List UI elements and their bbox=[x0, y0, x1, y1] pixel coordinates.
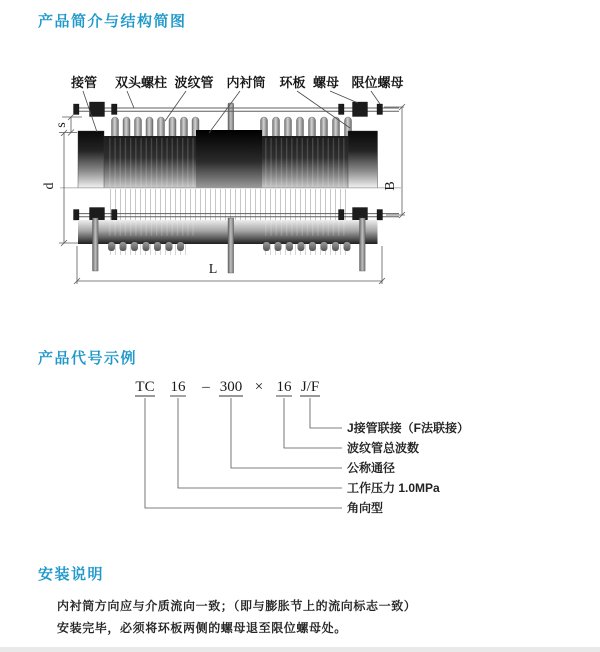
hanging-stud-center bbox=[228, 218, 234, 273]
page-edge-shadow bbox=[0, 647, 600, 652]
install-note-line1: 内衬筒方向应与介质流向一致；（即与膨胀节上的流向标志一致） bbox=[57, 599, 417, 613]
tie-rod-top bbox=[74, 102, 400, 117]
code-segment-diameter: 300 bbox=[219, 379, 243, 395]
code-segment-waves: 16 bbox=[276, 379, 292, 395]
code-segment-dash: – bbox=[202, 379, 210, 395]
product-code-diagram bbox=[95, 370, 490, 540]
part-label-bellows: 波纹管 bbox=[174, 75, 214, 90]
part-label-ring-plate: 环板 bbox=[279, 75, 306, 90]
code-segment-joint: J/F bbox=[300, 379, 320, 395]
code-segment-type: TC bbox=[135, 379, 155, 395]
hanging-stud-left bbox=[93, 218, 99, 271]
code-segment-times: × bbox=[254, 379, 264, 395]
dim-label-d: d bbox=[42, 182, 57, 190]
limit-nut-right bbox=[377, 104, 383, 115]
inner-liner-band bbox=[196, 130, 262, 188]
callout-wave-count: 波纹管总波数 bbox=[347, 441, 420, 455]
callout-pressure: 工作压力 1.0MPa bbox=[347, 481, 440, 495]
section-title-code: 产品代号示例 bbox=[38, 350, 138, 367]
part-label-limit-nut: 限位螺母 bbox=[351, 75, 404, 90]
code-segment-pressure: 16 bbox=[170, 379, 186, 395]
code-connector-lines bbox=[145, 398, 342, 508]
dim-label-s: s bbox=[54, 122, 69, 128]
dim-label-B: B bbox=[383, 181, 398, 191]
pipe-end-left bbox=[78, 131, 104, 188]
pipe-end-right bbox=[348, 131, 378, 188]
body-bottom-half bbox=[74, 189, 400, 273]
install-note-line2: 安装完毕，必须将环板两侧的螺母退至限位螺母处。 bbox=[57, 621, 347, 635]
part-label-connecting-pipe: 接管 bbox=[70, 75, 98, 90]
hanging-stud-right bbox=[360, 218, 366, 271]
body-top-half bbox=[78, 130, 378, 188]
callout-angular-type: 角向型 bbox=[347, 501, 384, 515]
nut-big-left bbox=[90, 102, 105, 117]
structure-diagram bbox=[40, 60, 480, 305]
callout-diameter: 公称通径 bbox=[347, 461, 396, 475]
section-title-install: 安装说明 bbox=[38, 566, 105, 583]
section-title-intro: 产品简介与结构简图 bbox=[38, 13, 187, 30]
part-label-inner-liner: 内衬筒 bbox=[226, 75, 266, 90]
dim-label-L: L bbox=[208, 262, 218, 277]
callout-joint-type: J接管联接（F法联接） bbox=[347, 421, 470, 435]
nut-big-right bbox=[353, 102, 368, 117]
part-label-nut: 螺母 bbox=[312, 75, 340, 90]
part-label-double-stud: 双头螺柱 bbox=[114, 75, 168, 90]
